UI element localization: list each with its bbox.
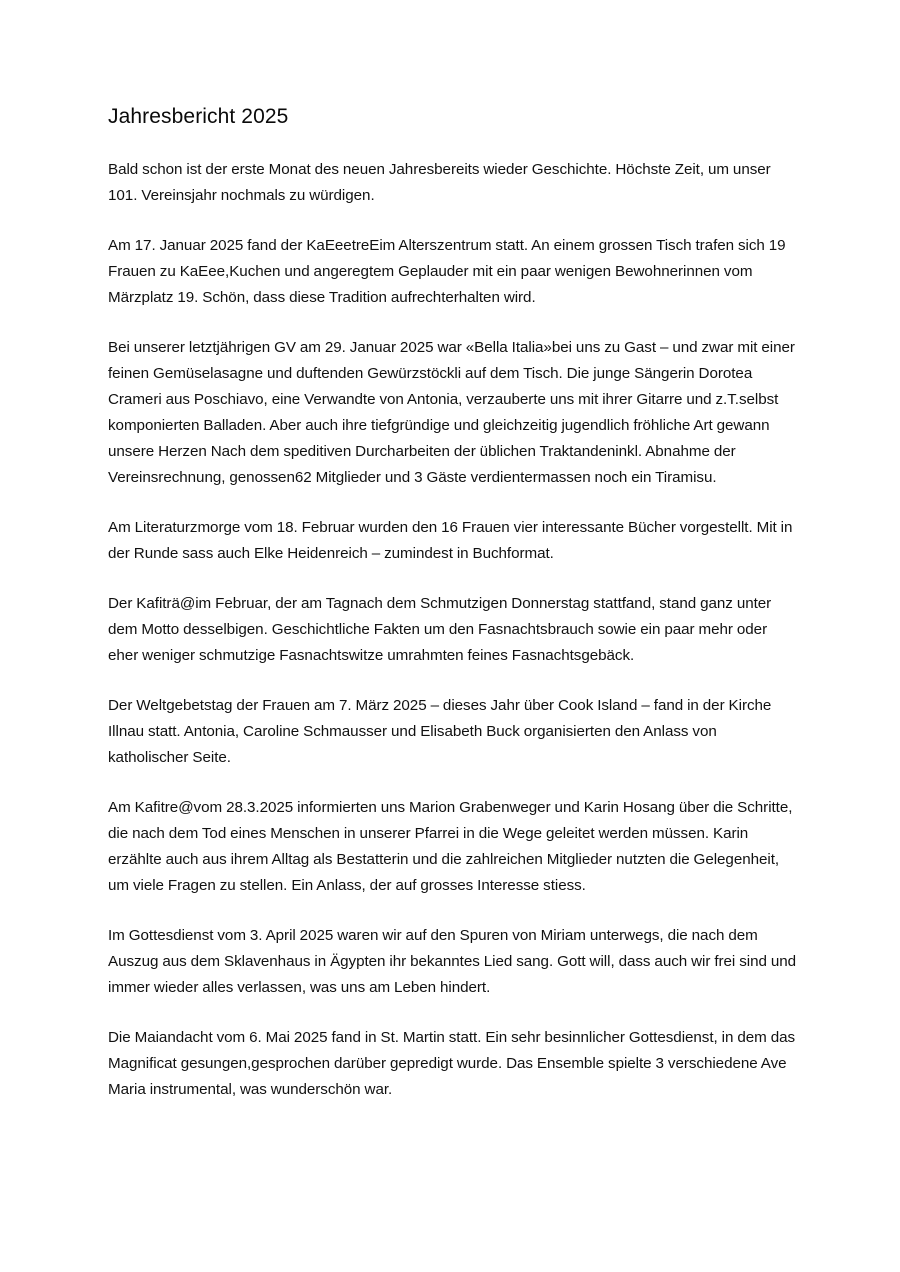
page-title: Jahresbericht 2025 (108, 105, 289, 128)
paragraph-literaturzmorge: Am Literaturzmorge vom 18. Februar wurden den 16 Frauen vier interessante Bücher vorgestellt. Mit in der Runde sass auch Elke Heidenreich – zumindest in Buchformat. (108, 519, 793, 562)
paragraph-kafitreff-maerz: Am Kafitre@vom 28.3.2025 informierten uns Marion Grabenweger und Karin Hosang über die Schritte, die nach dem Tod eines Menschen in unserer Pfarrei in die Wege geleitet werden müssen. Karin erzählte auch aus ihrem Alltag als Bestatterin und die zahlreichen Mitglieder nutzten die Gelegenheit, um viele Fragen zu stellen. Ein Anlass, der auf grosses Interesse stiess. (108, 799, 793, 894)
document-body (108, 104, 798, 1103)
paragraph-weltgebetstag: Der Weltgebetstag der Frauen am 7. März 2025 – dieses Jahr über Cook Island – fand in der Kirche Illnau statt. Antonia, Caroline Schmausser und Elisabeth Buck organisierten den Anlass von katholischer Seite. (108, 697, 772, 766)
paragraph-gottesdienst-april: Im Gottesdienst vom 3. April 2025 waren wir auf den Spuren von Miriam unterwegs, die nach dem Auszug aus dem Sklavenhaus in Ägypten ihr bekanntes Lied sang. Gott will, dass auch wir frei sind und immer wieder alles verlassen, was uns am Leben hindert. (108, 927, 797, 996)
paragraph-intro: Bald schon ist der erste Monat des neuen Jahresbereits wieder Geschichte. Höchste Zeit, um unser 101. Vereinsjahr nochmals zu würdigen. (108, 161, 771, 204)
paragraph-generalversammlung: Bei unserer letztjährigen GV am 29. Januar 2025 war «Bella Italia»bei uns zu Gast – und zwar mit einer feinen Gemüselasagne und duftenden Gewürzstöckli auf dem Tisch. Die junge Sängerin Dorotea Crameri aus Poschiavo, eine Verwandte von Antonia, verzauberte uns mit ihrer Gitarre und z.T.selbst komponierten Balladen. Aber auch ihre tiefgründige und gleichzeitig jugendlich fröhliche Art gewann unsere Herzen Nach dem speditiven Durcharbeiten der üblichen Traktandeninkl. Abnahme der Vereinsrechnung, genossen62 Mitglieder und 3 Gäste verdientermassen noch ein Tiramisu. (108, 339, 795, 486)
paragraph-kaffeetreff-januar: Am 17. Januar 2025 fand der KaEeetreEim Alterszentrum statt. An einem grossen Tisch trafen sich 19 Frauen zu KaEee,Kuchen und angeregtem Geplauder mit ein paar wenigen Bewohnerinnen vom Märzplatz 19. Schön, dass diese Tradition aufrechterhalten wird. (108, 237, 786, 306)
paragraph-kafitraeff-februar: Der Kafiträ@im Februar, der am Tagnach dem Schmutzigen Donnerstag stattfand, stand ganz unter dem Motto desselbigen. Geschichtliche Fakten um den Fasnachtsbrauch sowie ein paar mehr oder eher weniger schmutzige Fasnachtswitze umrahmten feines Fasnachtsgebäck. (108, 595, 772, 664)
paragraph-maiandacht: Die Maiandacht vom 6. Mai 2025 fand in St. Martin statt. Ein sehr besinnlicher Gottesdienst, in dem das Magnificat gesungen,gesprochen darüber gepredigt wurde. Das Ensemble spielte 3 verschiedene Ave Maria instrumental, was wunderschön war. (108, 1029, 796, 1098)
